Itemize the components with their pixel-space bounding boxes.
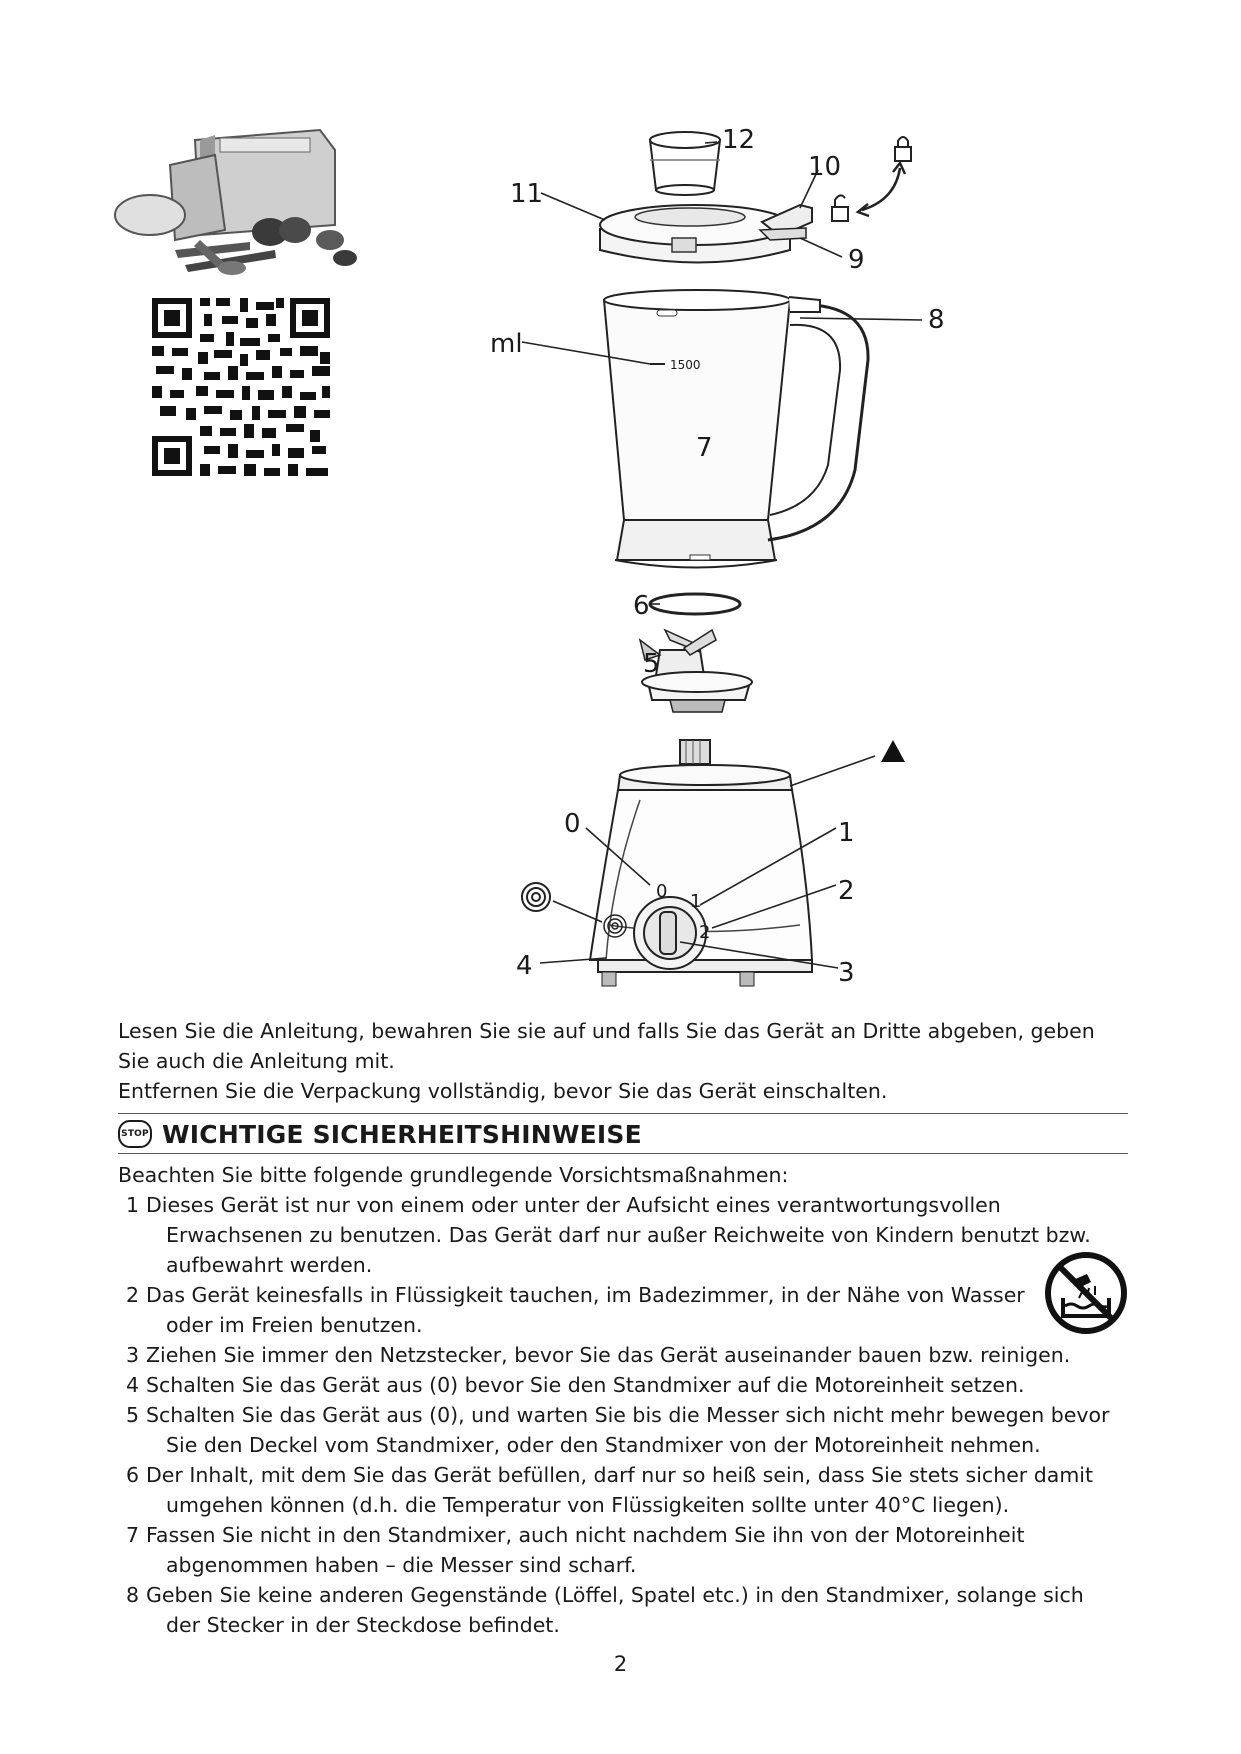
knob-mark-2: 2 <box>699 922 711 943</box>
safety-item-8 <box>118 1580 1128 1640</box>
product-thumbnail <box>115 120 370 280</box>
item-line: Ziehen Sie immer den Netzstecker, bevor Sie das Gerät auseinander bauen bzw. reinigen. <box>146 1343 1071 1367</box>
item-number: 5 <box>125 1403 139 1427</box>
item-line: abgenommen haben – die Messer sind scharf. <box>166 1553 637 1577</box>
item-number: 3 <box>125 1343 139 1367</box>
label-11: 11 <box>510 179 544 209</box>
safety-item-6 <box>118 1460 1128 1520</box>
safety-item-3 <box>118 1340 1128 1370</box>
motor-base <box>590 740 812 986</box>
item-line: Fassen Sie nicht in den Standmixer, auch nicht nachdem Sie ihn von der Motoreinheit <box>146 1523 1025 1547</box>
intro-line-2: Sie auch die Anleitung mit. <box>118 1049 395 1073</box>
safety-item-5 <box>118 1400 1128 1460</box>
qr-code <box>150 296 332 478</box>
safety-item-7 <box>118 1520 1128 1580</box>
item-line: Der Inhalt, mit dem Sie das Gerät befüllen, darf nur so heiß sein, dass Sie stets sicher damit <box>146 1463 1094 1487</box>
label-8: 8 <box>928 305 945 335</box>
safety-item-1 <box>118 1190 1128 1280</box>
item-line: Das Gerät keinesfalls in Flüssigkeit tauchen, im Badezimmer, in der Nähe von Wasser <box>146 1283 1025 1307</box>
item-line: Dieses Gerät ist nur von einem oder unter der Aufsicht eines verantwortungsvollen <box>146 1193 1001 1217</box>
item-line: Erwachsenen zu benutzen. Das Gerät darf nur außer Reichweite von Kindern benutzt bzw. <box>166 1223 1091 1247</box>
item-line: umgehen können (d.h. die Temperatur von Flüssigkeiten sollte unter 40°C liegen). <box>166 1493 1010 1517</box>
item-number: 4 <box>125 1373 139 1397</box>
label-10: 10 <box>808 152 842 182</box>
item-line: oder im Freien benutzen. <box>166 1313 423 1337</box>
safety-item-2 <box>118 1280 1128 1340</box>
knob-mark-1: 1 <box>690 891 702 912</box>
knob-mark-0: 0 <box>656 881 668 902</box>
item-line: aufbewahrt werden. <box>166 1253 373 1277</box>
label-9: 9 <box>848 245 865 275</box>
label-2: 2 <box>838 876 855 906</box>
item-number: 1 <box>125 1193 139 1217</box>
safety-item-4 <box>118 1370 1128 1400</box>
lid <box>600 205 812 263</box>
triangle-marker-icon <box>881 740 905 762</box>
label-5: 5 <box>643 649 660 679</box>
lock-closed-icon <box>895 137 911 161</box>
label-6: 6 <box>633 591 650 621</box>
blender-jar <box>604 290 868 568</box>
no-immersion-warning-icon <box>1043 1250 1129 1336</box>
lock-open-icon <box>832 195 848 221</box>
item-number: 2 <box>125 1283 139 1307</box>
item-line: Geben Sie keine anderen Gegenstände (Löffel, Spatel etc.) in den Standmixer, solange sich <box>146 1583 1084 1607</box>
pulse-icon <box>522 883 550 911</box>
measuring-cup <box>650 132 720 195</box>
label-scale-1500: 1500 <box>670 358 701 372</box>
item-number: 8 <box>125 1583 139 1607</box>
label-12: 12 <box>722 125 756 155</box>
label-4: 4 <box>516 951 533 981</box>
item-line: Schalten Sie das Gerät aus (0) bevor Sie den Standmixer auf die Motoreinheit setzen. <box>146 1373 1025 1397</box>
intro-line-3: Entfernen Sie die Verpackung vollständig, bevor Sie das Gerät einschalten. <box>118 1079 888 1103</box>
item-number: 6 <box>125 1463 139 1487</box>
gasket-ring <box>650 594 740 614</box>
label-ml: ml <box>490 329 523 359</box>
heading-rule-top <box>118 1113 1128 1114</box>
label-3: 3 <box>838 958 855 988</box>
stop-icon: STOP <box>118 1120 152 1148</box>
intro-text <box>118 1016 1128 1106</box>
label-1: 1 <box>838 818 855 848</box>
page-number: 2 <box>613 1652 628 1676</box>
safety-heading <box>118 1116 642 1152</box>
item-line: Schalten Sie das Gerät aus (0), und warten Sie bis die Messer sich nicht mehr bewegen bevor <box>146 1403 1110 1427</box>
item-number: 7 <box>125 1523 139 1547</box>
safety-intro: Beachten Sie bitte folgende grundlegende Vorsichtsmaßnahmen: <box>118 1163 789 1187</box>
safety-instructions <box>118 1160 1128 1640</box>
item-line: Sie den Deckel vom Standmixer, oder den Standmixer von der Motoreinheit nehmen. <box>166 1433 1041 1457</box>
safety-heading-text: WICHTIGE SICHERHEITSHINWEISE <box>162 1119 642 1149</box>
intro-line-1: Lesen Sie die Anleitung, bewahren Sie sie auf und falls Sie das Gerät an Dritte abgeben, geben <box>118 1019 1095 1043</box>
heading-rule-bottom <box>118 1153 1128 1154</box>
label-0: 0 <box>564 809 581 839</box>
item-line: der Stecker in der Steckdose befindet. <box>166 1613 560 1637</box>
label-7: 7 <box>696 433 713 463</box>
